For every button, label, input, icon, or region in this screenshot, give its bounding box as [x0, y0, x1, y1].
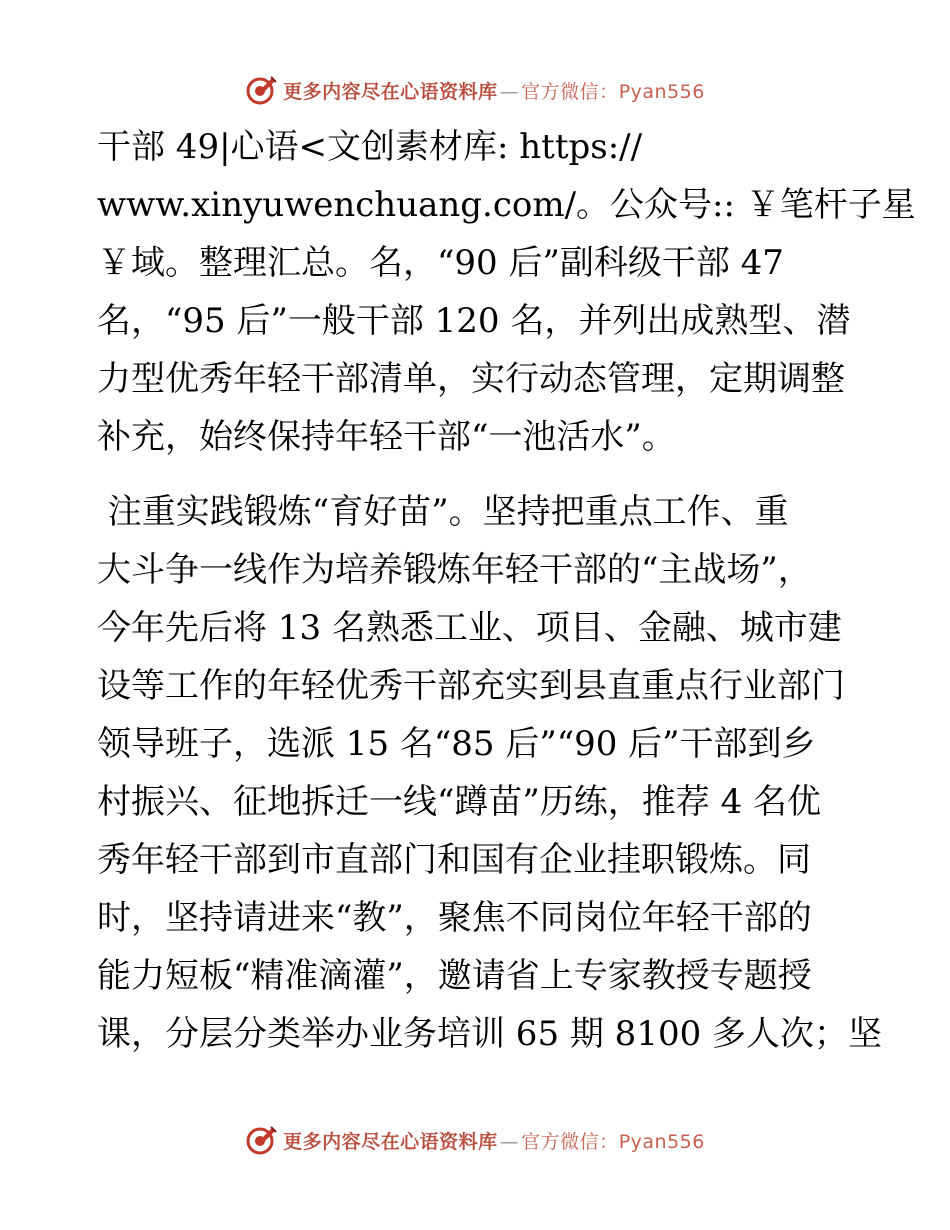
header-banner-sep: —	[499, 80, 520, 103]
paragraph-1-line: 补充，始终保持年轻干部“一池活水”。	[97, 417, 676, 457]
paragraph-1-line: www.xinyuwenchuang.com/。公众号:: ￥笔杆子星	[97, 185, 916, 225]
footer-banner-wechat-id: Pyan556	[618, 1130, 705, 1153]
paragraph-2-line: 时，坚持请进来“教”，聚焦不同岗位年轻干部的	[97, 898, 812, 938]
paragraph-2-line: 注重实践锻炼“育好苗”。坚持把重点工作、重	[97, 492, 789, 532]
footer-banner-sep: —	[499, 1130, 520, 1153]
footer-banner-wechat-label: 官方微信：	[521, 1130, 619, 1153]
footer-banner-inner	[245, 1123, 705, 1157]
header-banner-text	[283, 77, 705, 104]
paragraph-1	[97, 118, 916, 466]
paragraph-2-line: 村振兴、征地拆迁一线“蹲苗”历练，推荐 4 名优	[97, 782, 822, 822]
paragraph-2-line: 能力短板“精准滴灌”，邀请省上专家教授专题授	[97, 956, 812, 996]
footer-banner-text	[283, 1127, 705, 1154]
paragraph-2-line: 秀年轻干部到市直部门和国有企业挂职锻炼。同	[97, 840, 811, 880]
paragraph-2-line: 今年先后将 13 名熟悉工业、项目、金融、城市建	[97, 608, 842, 648]
header-banner	[0, 72, 950, 108]
header-banner-wechat-id: Pyan556	[618, 80, 705, 103]
paragraph-2-line: 设等工作的年轻优秀干部充实到县直重点行业部门	[97, 666, 845, 706]
pen-circle-logo-icon	[245, 1123, 279, 1157]
header-banner-wechat-label: 官方微信：	[521, 80, 619, 103]
header-banner-main: 更多内容尽在心语资料库	[283, 80, 498, 103]
header-banner-inner	[245, 73, 705, 107]
paragraph-2-line: 领导班子，选派 15 名“85 后”“90 后”干部到乡	[97, 724, 816, 764]
paragraph-1-line: 名，“95 后”一般干部 120 名，并列出成熟型、潜	[97, 301, 851, 341]
paragraph-1-line: ￥域。整理汇总。名，“90 后”副科级干部 47	[97, 243, 784, 283]
paragraph-2	[97, 483, 883, 1063]
paragraph-2-line: 课，分层分类举办业务培训 65 期 8100 多人次；坚	[97, 1014, 883, 1054]
footer-banner-main: 更多内容尽在心语资料库	[283, 1130, 498, 1153]
pen-circle-logo-icon	[245, 73, 279, 107]
footer-banner	[0, 1122, 950, 1158]
paragraph-1-line: 干部 49|心语<文创素材库: https://	[97, 127, 643, 167]
paragraph-1-line: 力型优秀年轻干部清单，实行动态管理，定期调整	[97, 359, 845, 399]
paragraph-2-line: 大斗争一线作为培养锻炼年轻干部的“主战场”，	[97, 550, 812, 590]
